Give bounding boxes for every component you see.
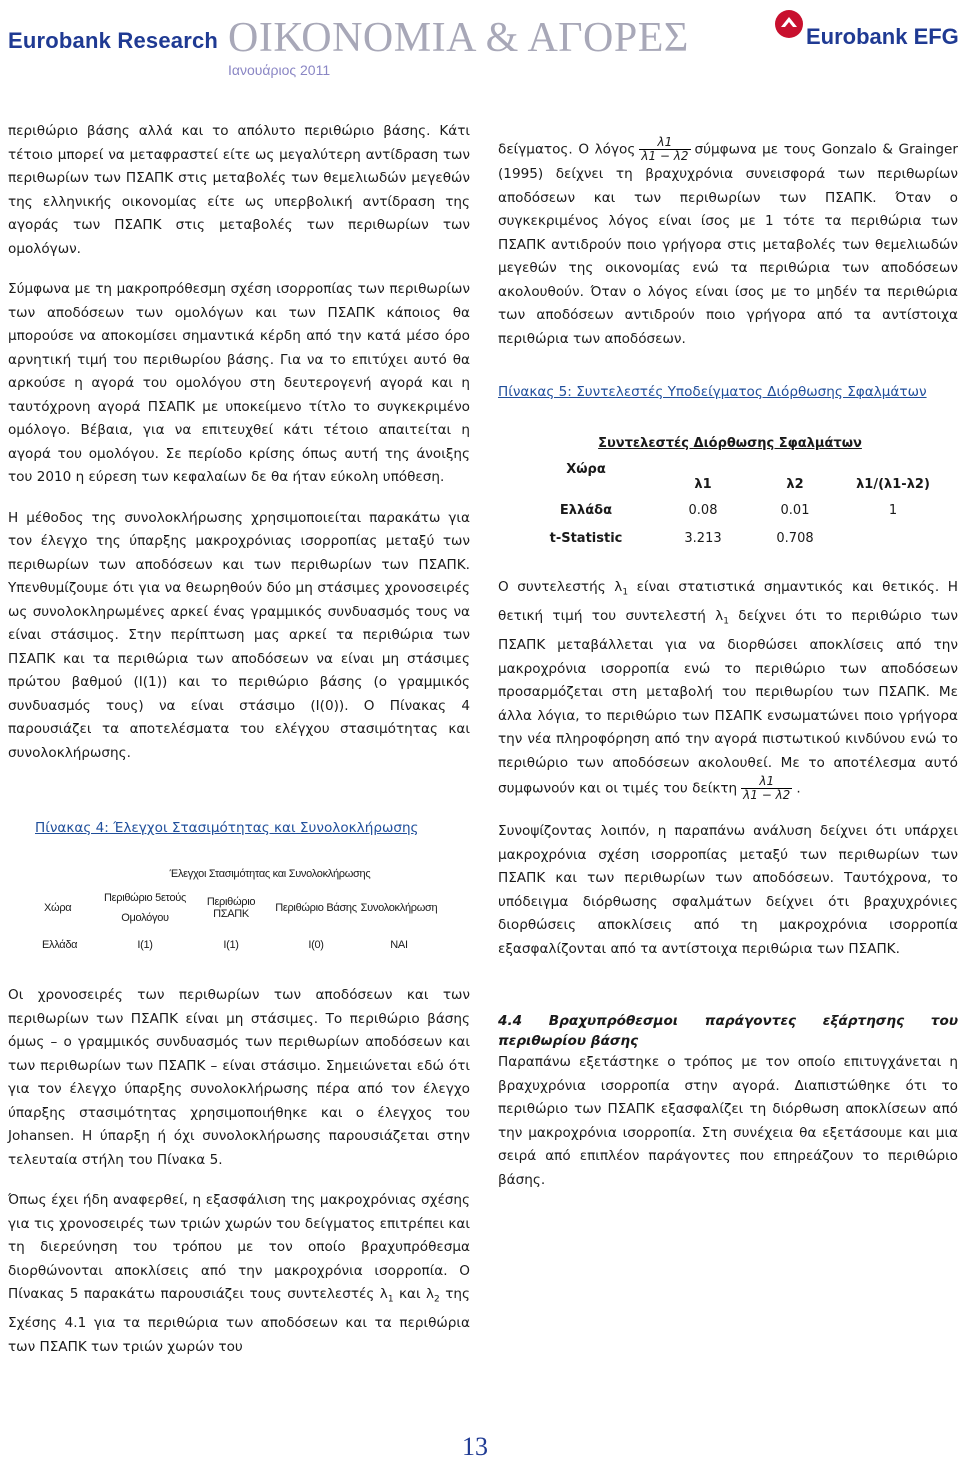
table5-header: λ1 [694, 477, 712, 492]
table5-header: λ1/(λ1-λ2) [856, 477, 930, 492]
table4 [40, 858, 440, 962]
table5-cell: 0.08 [688, 502, 718, 518]
paragraph: Ο συντελεστής $\lambda_1$ είναι στατιστικά σημαντικός και θετικός. Η θετική τιμή του συντελεστή $\lambda_1$ δείχνει ότι το περιθώριο των ΠΣΑΠΚ μεταβάλλεται για να διορθώσει αποκλίσεις από την μακροχρόνια ισορροπία ενώ το περιθώριο των αποδόσεων προσαρμόζεται στη μεταβολή του περιθωρίου των ΠΣΑΠΚ. Με άλλα λόγια, το περιθώριο των ΠΣΑΠΚ ενσωματώνει ποιο γρήγορα την νέα πληροφόρηση από την αγορά πιστωτικού κινδύνου ενώ το περιθώριο των αποδόσεων ακολουθεί. Με το αποτέλεσμα αυτό συμφωνούν και οι τιμές του δείκτη $\frac{\lambda 1}{\lambda 1 - \lambda 2}$ . [498, 579, 959, 803]
right-column-lower [498, 576, 958, 1209]
table5-cell: 0.01 [780, 502, 810, 518]
table4-header: Περιθώριο 5ετούς Ομολόγου [104, 892, 186, 924]
ratio-formula: $\frac{\lambda 1}{\lambda 1 - \lambda 2}$ [641, 135, 689, 163]
table4-cell: I(1) [223, 939, 239, 951]
eurobank-efg-text: Eurobank EFG [806, 24, 959, 49]
table4-header: Περιθώριο ΠΣΑΠΚ [206, 896, 256, 920]
eurobank-research-logo: Eurobank Research [8, 28, 219, 53]
table4-header: Περιθώριο Βάσης [275, 902, 357, 914]
right-column [498, 136, 958, 368]
table5-cell: t-Statistic [549, 530, 623, 546]
paragraph: Η μέθοδος της συνολοκλήρωσης χρησιμοποιείται παρακάτω για τον έλεγχο της ύπαρξης μακροχρόνιας ισορροπίας μεταξύ των περιθωρίων των αποδόσεων και των περιθωρίων των ΠΣΑΠΚ. Υπενθυμίζουμε ότι για να θεωρηθούν δύο μη στάσιμες χρονοσειρές ως συνολοκληρωμένες αρκεί ένας γραμμικός συνδυασμός τους να είναι στάσιμος. Στην περίπτωση μας αρκεί τα περιθώρια των ΠΣΑΠΚ και τα περιθώρια των αποδόσεων να είναι μη στάσιμες πρώτου βαθμού (I(1)) και το περιθώριο βάσης (ο γραμμικός συνδυασμός τους) να είναι στάσιμο (I(0)). Ο Πίνακας 4 παρουσιάζει τα αποτελέσματα του ελέγχου στασιμότητας και συνολοκλήρωσης. [8, 509, 470, 761]
table4-header: Χώρα [44, 902, 72, 914]
table5 [515, 428, 945, 552]
table4-cell: I(0) [308, 939, 324, 951]
paragraph: περιθώριο βάσης αλλά και το απόλυτο περιθώριο βάσης. Κάτι τέτοιο μπορεί να μεταφραστεί είτε ως μεγαλύτερη αντίδραση των περιθωρίων των ΠΣΑΠΚ στις μεταβολές των θεμελιωδών μεγεθών της ελληνικής οικονομίας είτε ως υπερβολική αντίδραση της αγοράς των ΠΣΑΠΚ στις μεταβολές των περιθωρίων των ομολόγων. [8, 123, 470, 257]
left-column-lower [8, 984, 470, 1376]
table5-cell: 1 [888, 502, 898, 518]
table5-header: λ2 [786, 477, 804, 492]
section-heading: 4.4 Βραχυπρόθεσμοι παράγοντες εξάρτησης του περιθωρίου βάσης [498, 1013, 958, 1050]
issue-date: Ιανουάριος 2011 [228, 62, 331, 78]
paragraph: Παραπάνω εξετάστηκε ο τρόπος με τον οποίο επιτυγχάνεται η βραχυχρόνια ισορροπία στην αγορά. Διαπιστώθηκε ότι το περιθώριο των ΠΣΑΠΚ εξασφαλίζει τη διόρθωση αποκλίσεων από την μακροχρόνια ισορροπία. Στη συνέχεια θα εξετάσουμε και μια σειρά από επιπλέον παράγοντες που επηρεάζουν το περιθώριο βάσης. [498, 1054, 958, 1188]
table5-caption: Πίνακας 5: Συντελεστές Υποδείγματος Διόρθωσης Σφαλμάτων [498, 384, 927, 400]
table5-header: Χώρα [566, 462, 606, 477]
table5-cell: Ελλάδα [559, 502, 613, 518]
table5-cell: 3.213 [684, 530, 722, 546]
paragraph: δείγματος. Ο λόγος $\frac{\lambda 1}{\lambda 1 - \lambda 2}$ σύμφωνα με τους Gonzalo & Grainger (1995) δείχνει τη βραχυχρόνια συνεισφορά των περιθωρίων αποδόσεων και των περιθωρίων των ΠΣΑΠΚ. Όταν ο συγκεκριμένος λόγος είναι ίσος με 1 τότε τα περιθώρια των ΠΣΑΠΚ αντιδρούν ποιο γρήγορα στις μεταβολές των θεμελιωδών μεγεθών της οικονομίας ενώ τα περιθώρια των αποδόσεων ακολουθούν. Όταν ο λόγος είναι ίσος με το μηδέν τα περιθώρια των αποδόσεων αντιδρούν ποιο γρήγορα από τα αντίστοιχα περιθώρια των αποδόσεων. [498, 135, 958, 347]
page-number: 13 [462, 1432, 488, 1461]
paragraph: Οι χρονοσειρές των περιθωρίων των αποδόσεων και των περιθωρίων των ΠΣΑΠΚ είναι μη στάσιμες. Το περιθώριο βάσης όμως – ο γραμμικός συνδυασμός των περιθωρίων αποδόσεων και των περιθωρίων των ΠΣΑΠΚ – είναι στάσιμο. Σημειώνεται εδώ ότι για τον έλεγχο ύπαρξης συνολοκλήρωσης πέρα από τον έλεγχο ύπαρξης στασιμότητας χρησιμοποιήθηκε και ο έλεγχος του Johansen. Η ύπαρξη ή όχι συνολοκλήρωσης παρουσιάζεται στην τελευταία στήλη του Πίνακα 5. [8, 987, 470, 1168]
paragraph: Σύμφωνα με τη μακροπρόθεσμη σχέση ισορροπίας των περιθωρίων των αποδόσεων των ομολόγων και των ΠΣΑΠΚ κάποιος θα μπορούσε να αποκομίσει σημαντικά κέρδη από την κατά μέσο όρο αρνητική τιμή του περιθωρίου βάσης. Για να το επιτύχει αυτό θα αρκούσε η αγορά του ομολόγου στη δευτερογενή αγορά και η ταυτόχρονη αγορά ΠΣΑΠΚ με υποκείμενο τίτλο το συγκεκριμένο ομόλογο. Βέβαια, για να επιτευχθεί κάτι τέτοιο απαιτείται η αγορά του ομολόγου. Σε περίοδο κρίσης όπως αυτή της άνοιξης του 2010 η εύρεση των κεφαλαίων δε θα ήταν εύκολη υπόθεση. [8, 281, 470, 485]
table5-title: Συντελεστές Διόρθωσης Σφαλμάτων [598, 435, 862, 451]
masthead-title: ΟΙΚΟΝΟΜΙΑ & ΑΓΟΡΕΣ [228, 15, 689, 61]
paragraph: Συνοψίζοντας λοιπόν, η παραπάνω ανάλυση δείχνει ότι υπάρχει μακροχρόνια σχέση ισορροπίας μεταξύ των περιθωρίων των ΠΣΑΠΚ και των περιθωρίων των αποδόσεων. Ταυτόχρονα, το υπόδειγμα διόρθωσης σφαλμάτων δείχνει ότι βραχυχρόνιες διορθώσεις αποκλίσεις από τη μακροχρόνια ισορροπία εξασφαλίζονται από τα αντίστοιχα περιθώρια των ΠΣΑΠΚ. [498, 823, 958, 957]
table4-title: Έλεγχοι Στασιμότητας και Συνολοκλήρωσης [169, 868, 371, 880]
table4-caption: Πίνακας 4: Έλεγχοι Στασιμότητας και Συνολοκλήρωσης [35, 820, 419, 836]
paragraph: Όπως έχει ήδη αναφερθεί, η εξασφάλιση της μακροχρόνιας σχέσης για τις χρονοσειρές των τριών χωρών του δείγματος επιτρέπει και τη διερεύνηση του τρόπου με τον οποίο βραχυπρόθεσμα διορθώνονται αποκλίσεις από την μακροχρόνια ισορροπία. Ο Πίνακας 5 παρακάτω παρουσιάζει τους συντελεστές $\lambda_1$ και $\lambda_2$ της Σχέσης 4.1 για τα περιθώρια των αποδόσεων και τα περιθώρια των ΠΣΑΠΚ των τριών χωρών του [8, 1192, 470, 1355]
table5-cell [841, 524, 945, 552]
table4-header: Συνολοκλήρωση [360, 902, 438, 914]
page-header [0, 0, 960, 100]
ratio-formula: $\frac{\lambda 1}{\lambda 1 - \lambda 2}$ [743, 774, 791, 803]
table5-cell: 0.708 [776, 530, 814, 546]
left-column [8, 120, 470, 782]
table4-cell: ΝΑΙ [390, 939, 408, 951]
table4-cell: I(1) [137, 939, 153, 951]
table4-cell: Ελλάδα [42, 939, 78, 951]
